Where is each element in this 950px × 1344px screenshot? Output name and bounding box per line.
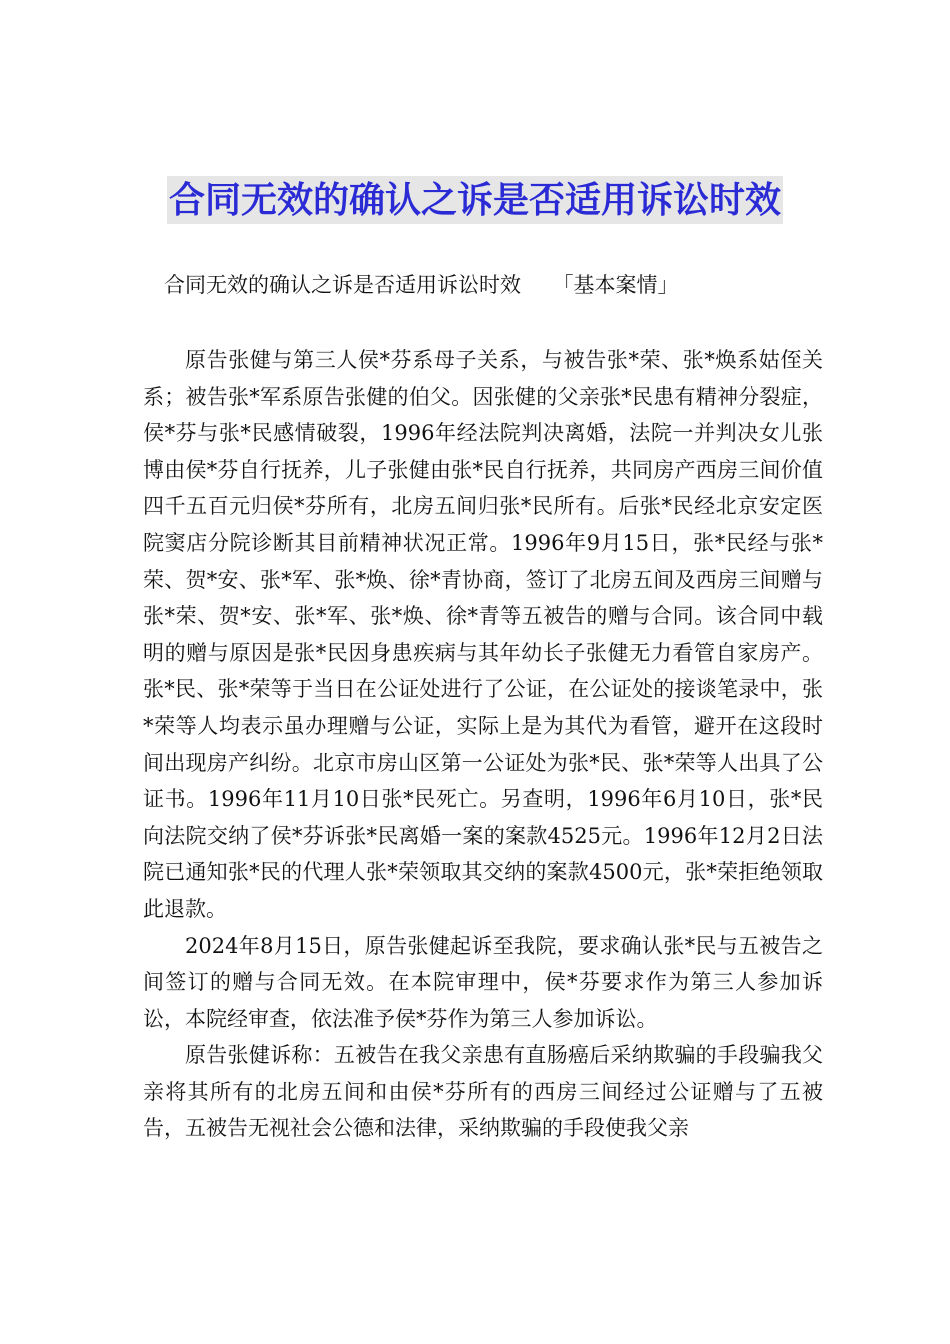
document-subtitle: 合同无效的确认之诉是否适用诉讼时效 「基本案情」	[164, 273, 679, 297]
document-body	[143, 342, 823, 1147]
paragraph: 原告张健与第三人侯*芬系母子关系，与被告张*荣、张*焕系姑侄关系；被告张*军系原告张健的伯父。因张健的父亲张*民患有精神分裂症，侯*芬与张*民感情破裂，1996年经法院判决离婚，法院一并判决女儿张博由侯*芬自行抚养，儿子张健由张*民自行抚养，共同房产西房三间价值四千五百元归侯*芬所有，北房五间归张*民所有。后张*民经北京安定医院窦店分院诊断其目前精神状况正常。1996年9月15日，张*民经与张*荣、贺*安、张*军、张*焕、徐*青协商，签订了北房五间及西房三间赠与张*荣、贺*安、张*军、张*焕、徐*青等五被告的赠与合同。该合同中载明的赠与原因是张*民因身患疾病与其年幼长子张健无力看管自家房产。张*民、张*荣等于当日在公证处进行了公证，在公证处的接谈笔录中，张*荣等人均表示虽办理赠与公证，实际上是为其代为看管，避开在这段时间出现房产纠纷。北京市房山区第一公证处为张*民、张*荣等人出具了公证书。1996年11月10日张*民死亡。另查明，1996年6月10日，张*民向法院交纳了侯*芬诉张*民离婚一案的案款4525元。1996年12月2日法院已通知张*民的代理人张*荣领取其交纳的案款4500元，张*荣拒绝领取此退款。	[143, 348, 823, 921]
document-title: 合同无效的确认之诉是否适用诉讼时效	[167, 176, 783, 224]
paragraph: 2024年8月15日，原告张健起诉至我院，要求确认张*民与五被告之间签订的赠与合同无效。在本院审理中，侯*芬要求作为第三人参加诉讼，本院经审查，依法准予侯*芬作为第三人参加诉讼。	[143, 933, 823, 1031]
paragraph: 原告张健诉称：五被告在我父亲患有直肠癌后采纳欺骗的手段骗我父亲将其所有的北房五间和由侯*芬所有的西房三间经过公证赠与了五被告，五被告无视社会公德和法律，采纳欺骗的手段使我父亲	[143, 1043, 823, 1141]
title-container	[0, 176, 950, 224]
